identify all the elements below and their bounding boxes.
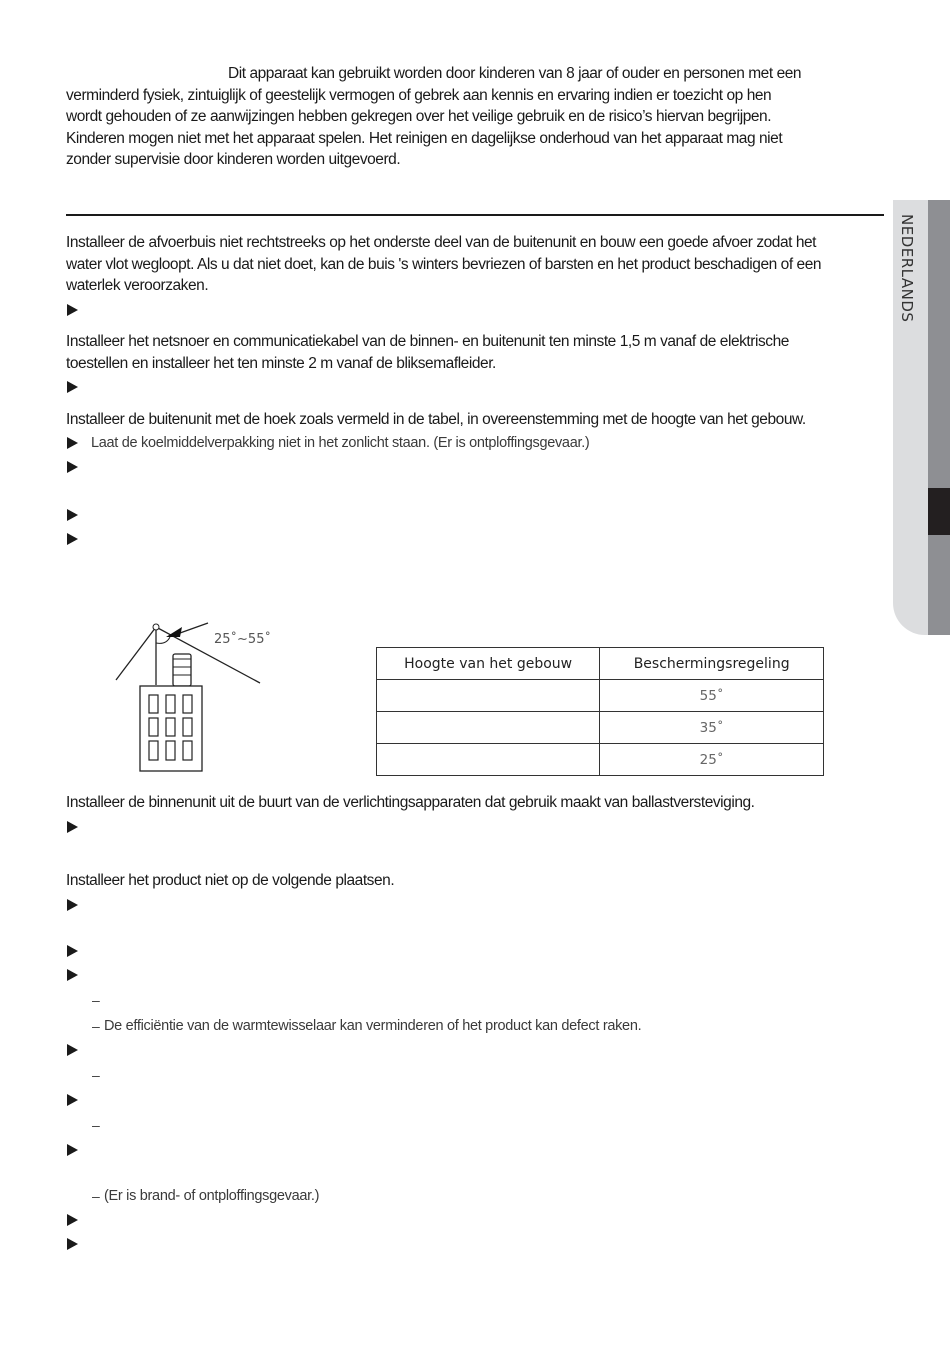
rod-tip (153, 624, 159, 630)
power-cable-line-1: Installeer het netsnoer en communicatiekabel van de binnen- en buitenunit ten minste 1,5 m vanaf de elektrische (66, 333, 789, 350)
bullet-icon (67, 1044, 78, 1056)
protection-table (376, 647, 824, 776)
intro-line-4: Kinderen mogen niet met het apparaat spelen. Het reinigen en dagelijkse onderhoud van het apparaat mag niet (66, 130, 783, 147)
bullet-icon (67, 969, 78, 981)
cell-angle: 25˚ (600, 744, 824, 776)
dash-icon: – (92, 1188, 100, 1204)
cell-angle: 55˚ (600, 680, 824, 712)
bullet-icon (67, 304, 78, 316)
intro-line-1: Dit apparaat kan gebruikt worden door kinderen van 8 jaar of ouder en personen met een (228, 65, 802, 82)
bullet-icon (67, 533, 78, 545)
bullet-icon (67, 1214, 78, 1226)
fire-explosion-note: (Er is brand- of ontploffingsgevaar.) (104, 1188, 320, 1204)
dash-icon: – (92, 1117, 100, 1133)
angle-arc (156, 637, 170, 643)
arrow-head-icon (166, 627, 182, 637)
power-cable-line-2: toestellen en installeer het ten minste 2 m vanaf de bliksemafleider. (66, 355, 496, 372)
table-row (377, 744, 824, 776)
drain-pipe-line-1: Installeer de afvoerbuis niet rechtstreeks op het onderste deel van de buitenunit en bouw een goede afvoer zodat het (66, 234, 817, 251)
bullet-icon (67, 461, 78, 473)
table-header-row (377, 648, 824, 680)
refrigerant-warning: Laat de koelmiddelverpakking niet in het zonlicht staan. (Er is ontploffingsgevaar.) (91, 435, 590, 451)
angle-pointer (180, 623, 208, 633)
table-row (377, 712, 824, 744)
dash-icon: – (92, 992, 100, 1008)
section-divider (66, 214, 884, 216)
protection-line-left (116, 627, 156, 680)
cell-height (377, 680, 600, 712)
heat-exchanger-note: De efficiëntie van de warmtewisselaar kan verminderen of het product kan defect raken. (104, 1018, 642, 1034)
angle-range-label: 25˚~55˚ (214, 632, 271, 647)
table-row (377, 680, 824, 712)
bullet-icon (67, 381, 78, 393)
bullet-icon (67, 899, 78, 911)
drain-pipe-line-3: waterlek veroorzaken. (66, 277, 209, 294)
language-tab-label: NEDERLANDS (898, 214, 916, 323)
intro-line-3: wordt gehouden of ze aanwijzingen hebben gekregen over het veilige gebruik en de risico’s hiervan begrijpen. (66, 108, 772, 125)
bullet-icon (67, 945, 78, 957)
indoor-lighting-heading: Installeer de binnenunit uit de buurt van de verlichtingsapparaten dat gebruik maakt van ballastversteviging. (66, 794, 755, 811)
bullet-icon (67, 437, 78, 449)
lightning-angle-diagram (100, 615, 280, 775)
dash-icon: – (92, 1067, 100, 1083)
header-protection: Beschermingsregeling (600, 648, 824, 680)
bullet-icon (67, 1144, 78, 1156)
bullet-icon (67, 821, 78, 833)
avoid-locations-heading: Installeer het product niet op de volgende plaatsen. (66, 872, 395, 889)
outdoor-angle-heading: Installeer de buitenunit met de hoek zoals vermeld in de tabel, in overeenstemming met de hoogte van het gebouw. (66, 411, 806, 428)
cell-height (377, 712, 600, 744)
bullet-icon (67, 509, 78, 521)
dash-icon: – (92, 1018, 100, 1034)
bullet-icon (67, 1094, 78, 1106)
header-building-height: Hoogte van het gebouw (377, 648, 600, 680)
side-tab-strip (928, 200, 950, 635)
intro-line-2: verminderd fysiek, zintuiglijk of geestelijk vermogen of gebrek aan kennis en ervaring indien er toezicht op hen (66, 87, 772, 104)
cell-height (377, 744, 600, 776)
side-tab-marker (928, 488, 950, 535)
bullet-icon (67, 1238, 78, 1250)
drain-pipe-line-2: water vlot wegloopt. Als u dat niet doet, kan de buis 's winters bevriezen of barsten en het product beschadigen of een (66, 256, 822, 273)
cell-angle: 35˚ (600, 712, 824, 744)
intro-line-5: zonder supervisie door kinderen worden uitgevoerd. (66, 151, 401, 168)
